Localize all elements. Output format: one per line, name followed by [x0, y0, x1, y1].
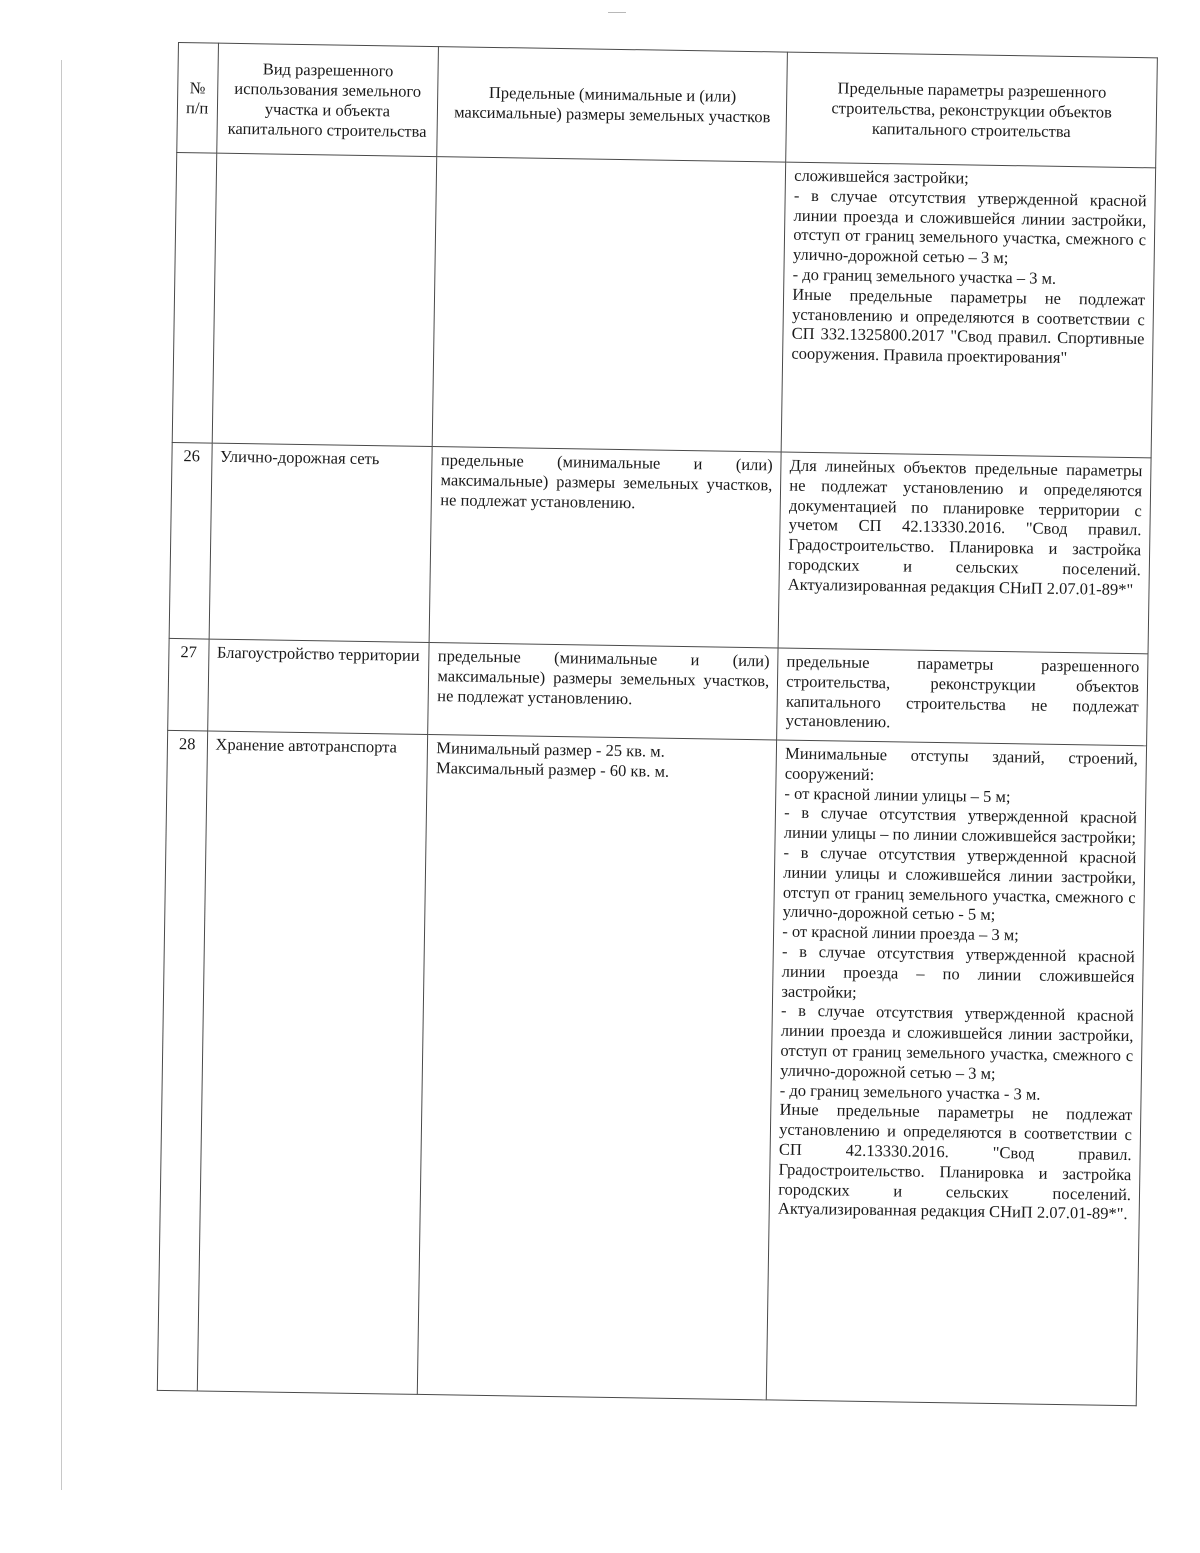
table-row	[172, 152, 1155, 457]
table-row	[169, 442, 1151, 653]
table-row	[168, 638, 1148, 745]
param-line: Иные предельные параметры не подлежат установлению и определяются в соответствии с СП 332.1325800.2017 "Свод правил. Спортивные сооружения. Правила проектирования"	[791, 284, 1146, 368]
row-num: 27	[168, 638, 209, 731]
param-line: предельные параметры разрешенного строительства, реконструкции объектов капитального строительства не подлежат установлению.	[785, 651, 1140, 732]
table-row	[157, 730, 1146, 1405]
row-num	[172, 152, 216, 443]
row-plot-size: предельные (минимальные и (или) максимальные) размеры земельных участков, не подлежат установлению.	[430, 447, 782, 648]
param-line: - в случае отсутствия утвержденной красной линии проезда и сложившейся линии застройки, отступ от границ земельного участка, смежного с улично-дорожной сетью – 3 м;	[792, 185, 1147, 268]
param-line: - до границ земельного участка - 3 м.	[779, 1080, 1041, 1104]
scan-edge-line	[61, 60, 62, 1490]
zoning-parameters-table	[157, 42, 1158, 1406]
row-build-params	[781, 162, 1155, 458]
param-line: - до границ земельного участка – 3 м.	[792, 264, 1057, 288]
param-line: - в случае отсутствия утвержденной красной линии проезда – по линии сложившейся застройки;	[781, 941, 1135, 1002]
header-num: № п/п	[177, 43, 218, 154]
header-plot-size: Предельные (минимальные и (или) максимальные) размеры земельных участков	[437, 47, 787, 162]
row-build-params	[766, 740, 1146, 1406]
row-use-type: Улично-дорожная сеть	[209, 443, 433, 642]
header-use-type: Вид разрешенного использования земельного участка и объекта капитального строительства	[216, 43, 439, 156]
param-line: - от красной линии улицы – 5 м;	[784, 783, 1011, 806]
param-line: - в случае отсутствия утвержденной красной линии улицы и сложившейся линии застройки, отступ от границ земельного участка, смежного с улично-дорожной сетью - 5 м;	[782, 842, 1137, 925]
row-plot-size	[433, 157, 786, 452]
row-num: 26	[169, 442, 212, 639]
row-use-type: Хранение автотранспорта	[197, 731, 428, 1394]
row-plot-size: Минимальный размер - 25 кв. м. Максимальный размер - 60 кв. м.	[418, 735, 777, 1400]
row-build-params	[777, 648, 1148, 746]
row-use-type	[212, 153, 437, 446]
header-build-params: Предельные параметры разрешенного строительства, реконструкции объектов капитального строительства	[786, 52, 1157, 168]
param-line: - от красной линии проезда – 3 м;	[782, 921, 1019, 945]
scan-dash-mark	[608, 12, 626, 13]
row-plot-size: предельные (минимальные и (или) максимальные) размеры земельных участков, не подлежат установлению.	[428, 643, 778, 740]
param-line: сложившейся застройки;	[794, 165, 970, 188]
param-line: Иные предельные параметры не подлежат установлению и определяются в соответствии с СП 42.13330.2016. "Свод правил. Градостроительство. Планировка и застройка городских и сельских поселений. Актуализированная редакция СНиП 2.07.01-89*".	[777, 1099, 1133, 1224]
table-header-row	[177, 43, 1158, 168]
param-line: Минимальные отступы зданий, строений, сооружений:	[784, 743, 1139, 784]
param-line: - в случае отсутствия утвержденной красной линии улицы – по линии сложившейся застройки;	[783, 803, 1138, 848]
row-num: 28	[157, 730, 207, 1391]
param-line: - в случае отсутствия утвержденной красной линии проезда и сложившейся линии застройки, отступ от границ земельного участка, смежного с улично-дорожной сетью – 3 м;	[780, 1000, 1134, 1083]
row-use-type: Благоустройство территории	[207, 639, 429, 734]
row-build-params	[778, 452, 1151, 654]
param-line: Для линейных объектов предельные параметры не подлежат установлению и определяются документацией по планировке территории с учетом СП 42.13330.2016. "Свод правил. Градостроительство. Планировка и застройка городских и сельских поселений. Актуализированная редакция СНиП 2.07.01-89*"	[787, 455, 1143, 599]
